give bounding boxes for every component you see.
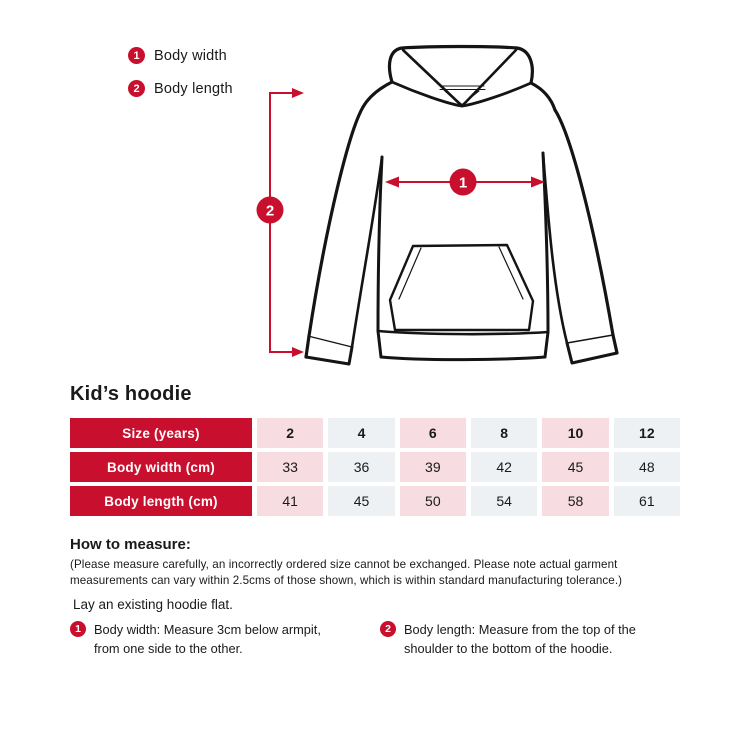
legend-number-2-badge: 2 xyxy=(128,80,145,97)
measure-intro: Lay an existing hoodie flat. xyxy=(73,597,233,612)
table-cell: 36 xyxy=(328,452,394,482)
measure-disclaimer: (Please measure carefully, an incorrectly ordered size cannot be exchanged. Please note actual garment measurements can vary within 2.5cms of those shown, which is within standard manufacturing tolerance.) xyxy=(70,558,623,588)
table-cell: 39 xyxy=(400,452,466,482)
body-length-row-label: Body length (cm) xyxy=(70,486,252,516)
size-col-header: 6 xyxy=(400,418,466,448)
measure-step-body-width xyxy=(70,620,332,658)
length-marker-badge xyxy=(257,197,284,224)
measure-step-body-length xyxy=(380,620,662,658)
body-width-arrow xyxy=(385,169,545,196)
size-col-header: 10 xyxy=(542,418,608,448)
table-cell: 41 xyxy=(257,486,323,516)
left-sleeve xyxy=(306,107,382,364)
legend-label-body-length: Body length xyxy=(154,80,233,97)
table-cell: 61 xyxy=(614,486,680,516)
right-sleeve xyxy=(543,110,617,363)
right-shoulder xyxy=(531,83,555,110)
hoodie-diagram xyxy=(255,25,640,385)
size-table-header-label: Size (years) xyxy=(70,418,252,448)
table-cell: 54 xyxy=(471,486,537,516)
step-text-body-length: Body length: Measure from the top of the shoulder to the bottom of the hoodie. xyxy=(404,622,636,657)
hood xyxy=(389,47,532,107)
step-number-2-badge: 2 xyxy=(380,621,396,637)
measurement-legend xyxy=(128,47,233,113)
table-cell: 33 xyxy=(257,452,323,482)
left-cuff-seam xyxy=(308,336,352,347)
table-cell: 45 xyxy=(328,486,394,516)
size-col-header: 4 xyxy=(328,418,394,448)
left-cuff-end xyxy=(306,347,352,364)
legend-number-1-badge: 1 xyxy=(128,47,145,64)
arrowhead-left xyxy=(385,177,399,188)
size-col-header: 12 xyxy=(614,418,680,448)
legend-item-body-length xyxy=(128,80,233,97)
body-width-row-label: Body width (cm) xyxy=(70,452,252,482)
svg-text:1: 1 xyxy=(458,174,468,192)
how-to-measure-heading: How to measure: xyxy=(70,536,191,553)
size-table xyxy=(70,418,680,516)
legend-item-body-width xyxy=(128,47,233,64)
table-cell: 50 xyxy=(400,486,466,516)
left-shoulder xyxy=(363,82,392,107)
step-number-1-badge: 1 xyxy=(70,621,86,637)
table-cell: 58 xyxy=(542,486,608,516)
arrowhead-bottom xyxy=(292,347,304,357)
size-col-header: 8 xyxy=(471,418,537,448)
size-col-header: 2 xyxy=(257,418,323,448)
table-cell: 45 xyxy=(542,452,608,482)
right-cuff-end xyxy=(567,343,617,363)
product-title: Kid’s hoodie xyxy=(70,383,192,405)
table-cell: 42 xyxy=(471,452,537,482)
arrowhead-top xyxy=(292,88,304,98)
hoodie-drawing xyxy=(306,47,617,365)
kangaroo-pocket xyxy=(390,245,533,330)
legend-label-body-width: Body width xyxy=(154,47,227,64)
svg-text:2: 2 xyxy=(265,202,275,220)
right-cuff-seam xyxy=(567,335,613,343)
width-marker-badge xyxy=(450,169,477,196)
waistband xyxy=(378,331,548,360)
table-cell: 48 xyxy=(614,452,680,482)
step-text-body-width: Body width: Measure 3cm below armpit, from one side to the other. xyxy=(94,622,321,657)
body-length-arrow xyxy=(257,88,305,357)
